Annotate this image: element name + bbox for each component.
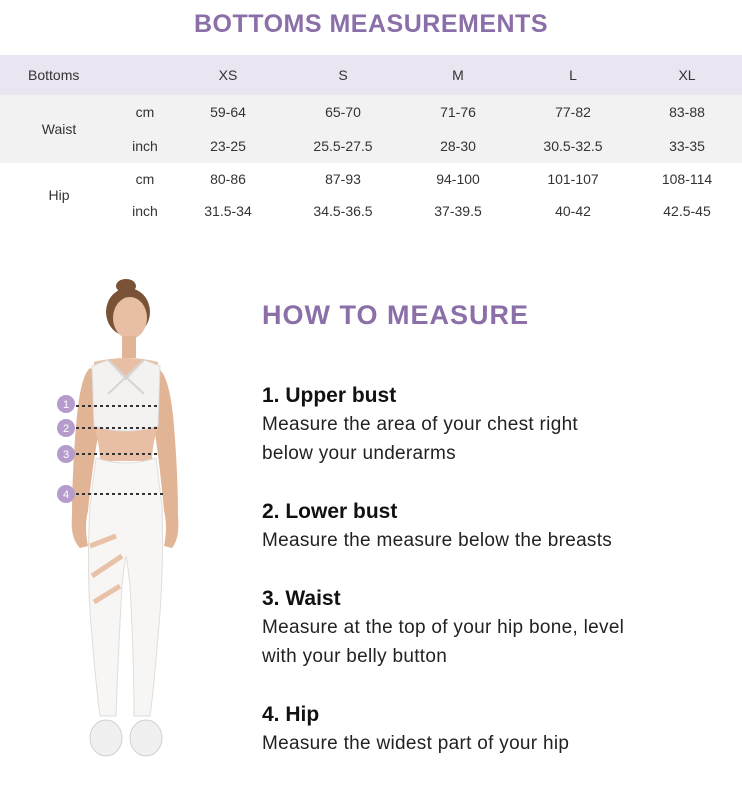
table-header-row xyxy=(0,55,742,95)
left-shoe xyxy=(90,720,122,756)
value-cell: 30.5-32.5 xyxy=(514,129,632,163)
size-table xyxy=(0,55,742,227)
unit-cell: cm xyxy=(118,163,172,195)
step-waist xyxy=(262,585,722,671)
value-cell: 25.5-27.5 xyxy=(284,129,402,163)
right-shoe xyxy=(130,720,162,756)
header-cell-l: L xyxy=(514,55,632,95)
table-row xyxy=(0,163,742,195)
unit-cell: inch xyxy=(118,195,172,227)
value-cell: 101-107 xyxy=(514,163,632,195)
value-cell: 34.5-36.5 xyxy=(284,195,402,227)
step-text-line: below your underarms xyxy=(262,443,456,464)
header-cell-s: S xyxy=(284,55,402,95)
group-label-hip: Hip xyxy=(0,163,118,227)
marker-label: 1 xyxy=(62,399,70,411)
value-cell: 40-42 xyxy=(514,195,632,227)
value-cell: 31.5-34 xyxy=(172,195,284,227)
value-cell: 87-93 xyxy=(284,163,402,195)
marker-3 xyxy=(57,445,75,463)
unit-cell: inch xyxy=(118,129,172,163)
marker-label: 2 xyxy=(62,423,70,435)
step-text-line: Measure the widest part of your hip xyxy=(262,733,570,754)
model-figure xyxy=(46,276,206,776)
step-text-line: with your belly button xyxy=(262,646,448,667)
marker-2 xyxy=(57,419,75,437)
value-cell: 71-76 xyxy=(402,95,514,129)
marker-label: 4 xyxy=(62,489,70,501)
page-title: BOTTOMS MEASUREMENTS xyxy=(194,10,548,38)
model-illustration xyxy=(46,276,206,776)
step-heading: 2. Lower bust xyxy=(262,500,398,523)
value-cell: 94-100 xyxy=(402,163,514,195)
header-cell-xs: XS xyxy=(172,55,284,95)
value-cell: 33-35 xyxy=(632,129,742,163)
step-upper-bust xyxy=(262,382,722,468)
value-cell: 65-70 xyxy=(284,95,402,129)
unit-cell: cm xyxy=(118,95,172,129)
marker-label: 3 xyxy=(62,449,70,461)
value-cell: 108-114 xyxy=(632,163,742,195)
value-cell: 42.5-45 xyxy=(632,195,742,227)
value-cell: 83-88 xyxy=(632,95,742,129)
value-cell: 28-30 xyxy=(402,129,514,163)
header-cell-m: M xyxy=(402,55,514,95)
step-heading: 3. Waist xyxy=(262,587,341,610)
step-heading: 4. Hip xyxy=(262,703,320,726)
value-cell: 23-25 xyxy=(172,129,284,163)
step-text-line: Measure the area of your chest right xyxy=(262,414,579,435)
leggings xyxy=(88,458,162,716)
value-cell: 37-39.5 xyxy=(402,195,514,227)
step-lower-bust xyxy=(262,498,722,555)
header-cell-bottoms: Bottoms xyxy=(0,55,172,95)
step-heading: 1. Upper bust xyxy=(262,384,397,407)
group-label-waist: Waist xyxy=(0,95,118,163)
marker-4 xyxy=(57,485,75,503)
how-to-measure-title: HOW TO MEASURE xyxy=(262,300,530,330)
step-hip xyxy=(262,701,722,758)
step-text-line: Measure the measure below the breasts xyxy=(262,530,613,551)
marker-1 xyxy=(57,395,75,413)
face xyxy=(113,297,147,339)
value-cell: 59-64 xyxy=(172,95,284,129)
step-text-line: Measure at the top of your hip bone, level xyxy=(262,617,625,638)
table-row xyxy=(0,95,742,129)
value-cell: 80-86 xyxy=(172,163,284,195)
value-cell: 77-82 xyxy=(514,95,632,129)
header-cell-xl: XL xyxy=(632,55,742,95)
neck xyxy=(122,336,136,358)
